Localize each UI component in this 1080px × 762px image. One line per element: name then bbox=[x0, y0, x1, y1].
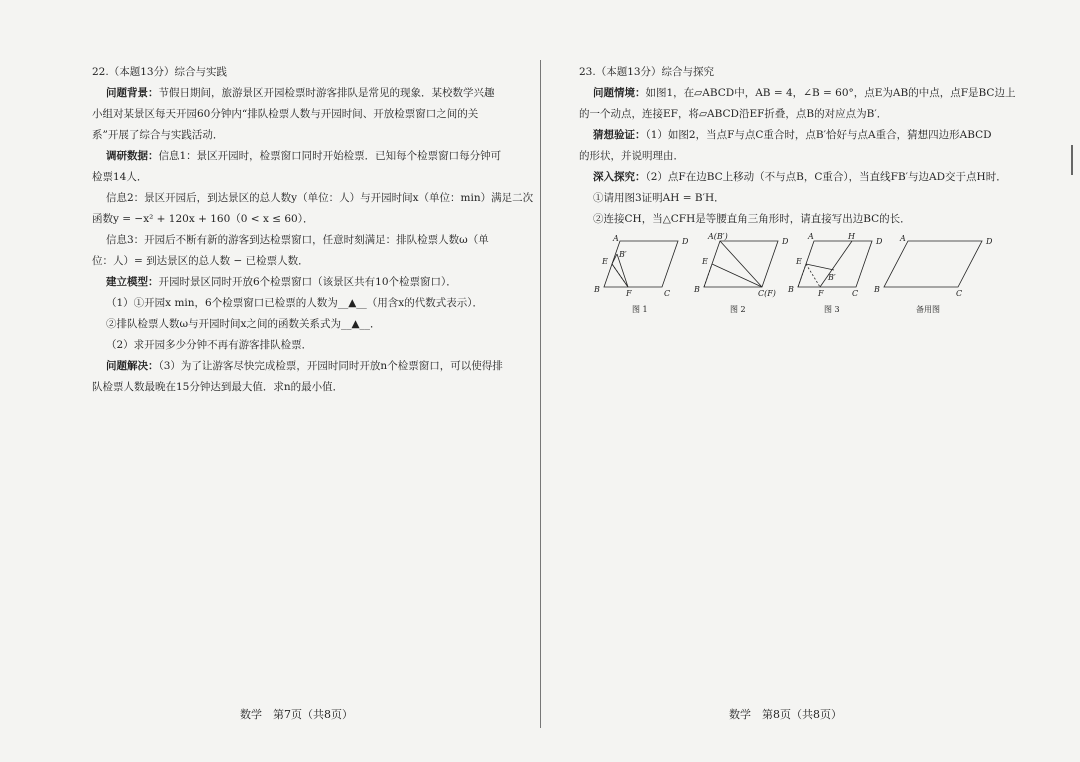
q23-figures bbox=[590, 230, 1050, 322]
q22-info2-line1: 信息2：景区开园后，到达景区的总人数y（单位：人）与开园时间x（单位：min）满足二次 bbox=[106, 192, 534, 204]
guess-label: 猜想验证： bbox=[593, 129, 646, 141]
q22-background-line3: 系”开展了综合与实践活动． bbox=[92, 129, 224, 141]
figure-spare bbox=[884, 241, 982, 287]
fig2-label-b: B bbox=[694, 285, 700, 294]
q22-info1-line2: 检票14人． bbox=[92, 171, 148, 183]
fig3-label-d: D bbox=[876, 237, 883, 246]
q23-explore-line1: 深入探究：（2）点F在边BC上移动（不与点B，C重合），当直线FB′与边AD交于点H时． bbox=[593, 171, 1007, 183]
q23-guess-line2: 的形状，并说明理由． bbox=[579, 150, 684, 162]
question-22 bbox=[92, 62, 534, 398]
fig3-label-a: A bbox=[808, 232, 814, 241]
fig4-label-d: D bbox=[986, 237, 993, 246]
fig3-label-f: F bbox=[818, 289, 824, 298]
fig3-label-b: B bbox=[788, 285, 794, 294]
explore-label: 深入探究： bbox=[593, 171, 646, 183]
fig1-label-e: E bbox=[602, 257, 608, 266]
research-label: 调研数据： bbox=[106, 150, 159, 162]
q22-solve-line1: 问题解决：（3）为了让游客尽快完成检票，开园时同时开放n个检票窗口，可以使得排 bbox=[106, 360, 503, 372]
right-page bbox=[541, 0, 1080, 762]
solve-label: 问题解决： bbox=[106, 360, 159, 372]
fig4-label-b: B bbox=[874, 285, 880, 294]
fig3-label-h: H bbox=[848, 232, 855, 241]
q22-model: 建立模型：开园时景区同时开放6个检票窗口（该景区共有10个检票窗口）． bbox=[106, 276, 457, 288]
q22-background-line2: 小组对某景区每天开园60分钟内“排队检票人数与开园时间、开放检票窗口之间的关 bbox=[92, 108, 479, 120]
fig1-label-a: A bbox=[613, 234, 619, 243]
fig3-label-e: E bbox=[796, 257, 802, 266]
q22-solve-line2: 队检票人数最晚在15分钟达到最大值．求n的最小值． bbox=[92, 381, 344, 393]
q22-background-line1: 问题背景：节假日期间，旅游景区开园检票时游客排队是常见的现象．某校数学兴趣 bbox=[106, 87, 495, 99]
q22-info3-line1: 信息3：开园后不断有新的游客到达检票窗口，任意时刻满足：排队检票人数ω（单 bbox=[106, 234, 489, 246]
q23-explore-sub1: ①请用图3证明AH = B′H． bbox=[593, 192, 725, 204]
fig4-label-c: C bbox=[956, 289, 963, 298]
q22-research-line1: 调研数据：信息1：景区开园时，检票窗口同时开始检票．已知每个检票窗口每分钟可 bbox=[106, 150, 502, 162]
fig4-caption: 备用图 bbox=[916, 305, 940, 314]
right-page-footer: 数学 第8页（共8页） bbox=[729, 708, 842, 721]
fig1-label-b: B bbox=[594, 285, 600, 294]
fig1-label-bprime: B′ bbox=[619, 250, 627, 259]
fig2-caption: 图 2 bbox=[730, 305, 746, 314]
fig2-label-e: E bbox=[702, 257, 708, 266]
fig3-label-bprime: B′ bbox=[828, 273, 836, 282]
q22-part1: （1）①开园x min，6个检票窗口已检票的人数为__▲__（用含x的代数式表示）． bbox=[106, 297, 483, 309]
fig1-label-c: C bbox=[664, 289, 671, 298]
fig2-label-d: D bbox=[782, 237, 789, 246]
figure-2 bbox=[704, 241, 778, 287]
fig1-label-f: F bbox=[626, 289, 632, 298]
fig3-caption: 图 3 bbox=[824, 305, 840, 314]
fig1-caption: 图 1 bbox=[632, 305, 648, 314]
background-label: 问题背景： bbox=[106, 87, 159, 99]
model-label: 建立模型： bbox=[106, 276, 159, 288]
fig4-label-a: A bbox=[900, 234, 906, 243]
q23-explore-sub2: ②连接CH，当△CFH是等腰直角三角形时，请直接写出边BC的长． bbox=[593, 213, 911, 225]
fig2-label-abprime: A(B′) bbox=[708, 232, 728, 241]
q23-guess-line1: 猜想验证：（1）如图2，当点F与点C重合时，点B′恰好与点A重合，猜想四边形ABCD bbox=[593, 129, 992, 141]
fig1-label-d: D bbox=[682, 237, 689, 246]
fig3-label-c: C bbox=[852, 289, 859, 298]
left-page-footer: 数学 第7页（共8页） bbox=[240, 708, 353, 721]
q23-situation-line2: 的一个动点，连接EF，将▱ABCD沿EF折叠，点B的对应点为B′． bbox=[579, 108, 888, 120]
q22-info2-line2: 函数y = −x² + 120x + 160（0 < x ≤ 60）． bbox=[92, 213, 314, 225]
fig2-label-cf: C(F) bbox=[758, 289, 776, 298]
q23-situation-line1: 问题情境：如图1，在▱ABCD中，AB = 4，∠B = 60°，点E为AB的中点，点F是BC边上 bbox=[593, 87, 1016, 99]
figure-1 bbox=[604, 241, 678, 287]
question-23 bbox=[579, 62, 1039, 230]
q22-info3-line2: 位：人）= 到达景区的总人数 − 已检票人数． bbox=[92, 255, 309, 267]
q22-header: 22.（本题13分）综合与实践 bbox=[92, 66, 228, 78]
q22-part2: （2）求开园多少分钟不再有游客排队检票． bbox=[106, 339, 313, 351]
situation-label: 问题情境： bbox=[593, 87, 646, 99]
q22-part1b: ②排队检票人数ω与开园时间x之间的函数关系式为__▲__． bbox=[106, 318, 381, 330]
q23-header: 23.（本题13分）综合与探究 bbox=[579, 66, 715, 78]
